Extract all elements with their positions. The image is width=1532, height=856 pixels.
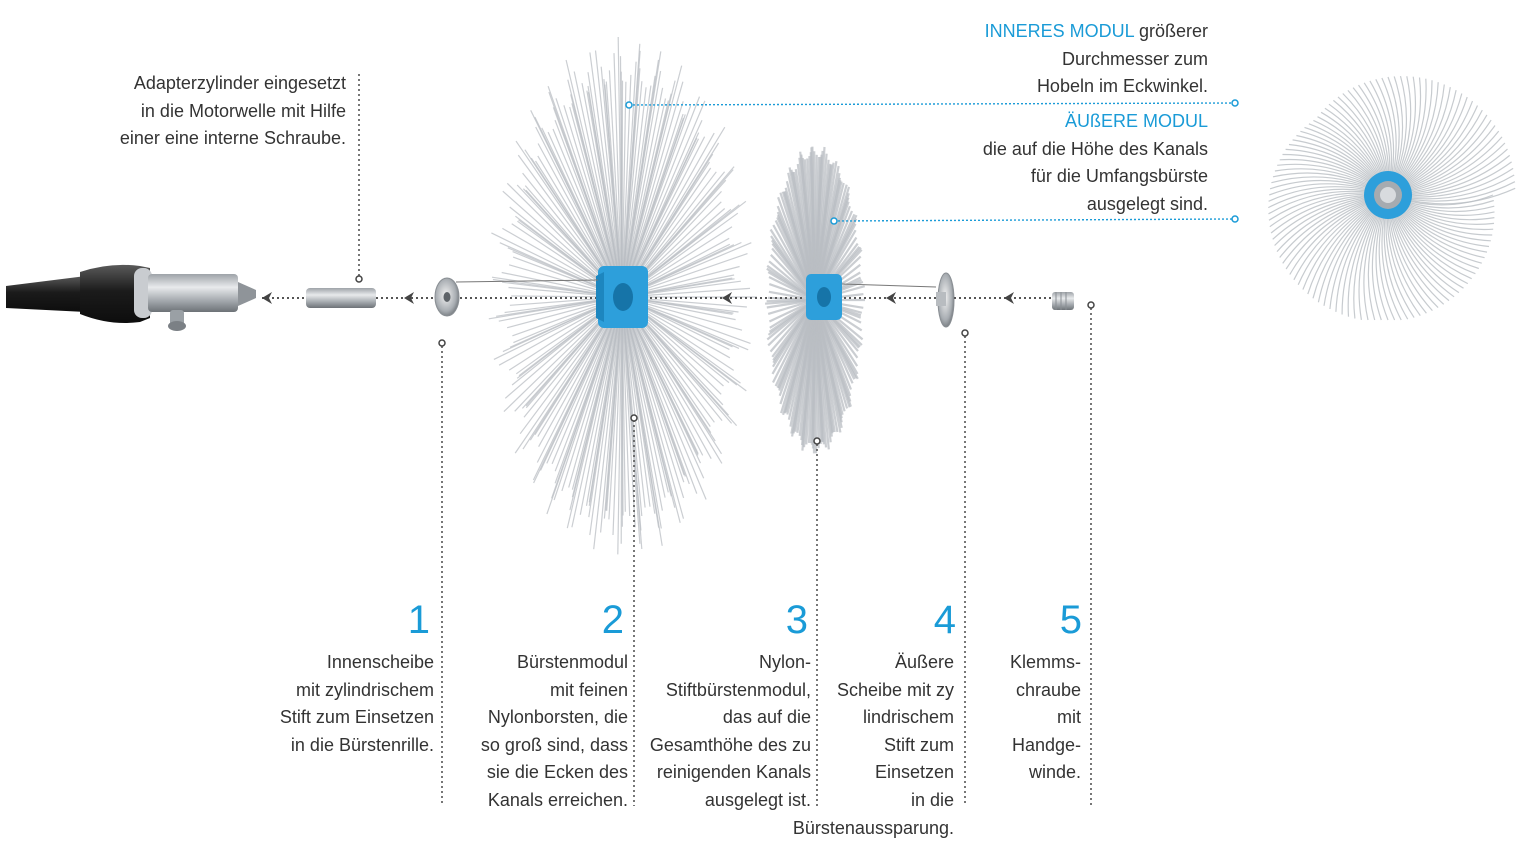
part-description-4 [770,649,954,842]
part-description-line: chraube [1015,679,1081,700]
outer-module-line: die auf die Höhe des Kanals [982,138,1208,159]
inner-module-line: Durchmesser zum [1061,48,1208,69]
large-brush-hub [596,266,648,328]
part-description-line: in die [910,789,954,810]
part-description-2 [446,649,628,815]
inner-disc [435,278,459,316]
part-description-line: Stiftbürstenmodul, [665,679,811,700]
part-number-1: 1 [407,598,430,642]
outer-disc [936,273,954,327]
part-description-line: Handge- [1011,734,1081,755]
part-description-line: Stift zum Einsetzen [279,707,434,728]
adapter-callout [80,70,346,153]
part-description-line: Klemms- [1010,652,1081,672]
part-description-line: in die Bürstenrille. [290,734,434,755]
part-description-line: sie die Ecken des [486,762,628,783]
part-description-line: Stift zum [883,734,954,755]
outer-module-heading: ÄUßERE MODUL [1064,111,1208,131]
adapter-callout-line: Adapterzylinder eingesetzt [133,73,346,93]
part-description-line: Bürstenaussparung. [792,817,954,838]
outer-module-line: für die Umfangsbürste [1030,166,1208,187]
inner-module-heading: INNERES MODUL [984,21,1134,41]
part-number-4: 4 [933,598,956,642]
part-description-line: das auf die [722,707,811,728]
part-description-line: so groß sind, dass [480,734,628,755]
part-description-line: Scheibe mit zy [836,679,954,700]
part-number-2: 2 [601,598,624,642]
part-description-line: Kanals erreichen. [487,789,628,810]
part-description-line: Innenscheibe [326,652,434,672]
part-description-line: Nylon- [758,652,811,672]
part-description-line: ausgelegt ist. [704,789,811,810]
part-description-line: lindrischem [862,707,954,728]
part-description-line: reinigenden Kanals [656,762,811,783]
adapter-callout-line: in die Motorwelle mit Hilfe [140,100,346,121]
part-description-line: Bürstenmodul [516,652,628,672]
part-description-line: mit [1057,707,1081,728]
part-description-line: Einsetzen [874,762,954,783]
front-view-hub [1364,171,1412,219]
inner-module-line: Hobeln im Eckwinkel. [1036,76,1208,97]
outer-module-line: ausgelegt sind. [1086,193,1208,214]
part-description-line: Gesamthöhe des zu [649,734,811,755]
part-description-line: Äußere [894,652,954,672]
adapter-callout-line: einer eine interne Schraube. [119,128,346,149]
part-number-5: 5 [1059,598,1082,642]
motor-shaft [6,265,256,331]
clamp-screw [1052,292,1074,310]
outer-module-callout [900,108,1208,218]
part-description-1 [234,649,434,759]
adapter-cylinder [306,288,376,308]
leader-dots [356,276,1094,444]
part-description-line: Nylonborsten, die [487,707,628,728]
part-description-line: mit feinen [549,679,628,700]
part-description-line: winde. [1028,762,1081,783]
inner-module-line: größerer [1138,21,1208,41]
nylon-brush-hub [806,274,842,320]
part-number-3: 3 [785,598,808,642]
part-description-5 [990,649,1081,787]
inner-module-callout [930,18,1208,101]
part-description-line: mit zylindrischem [295,679,434,700]
